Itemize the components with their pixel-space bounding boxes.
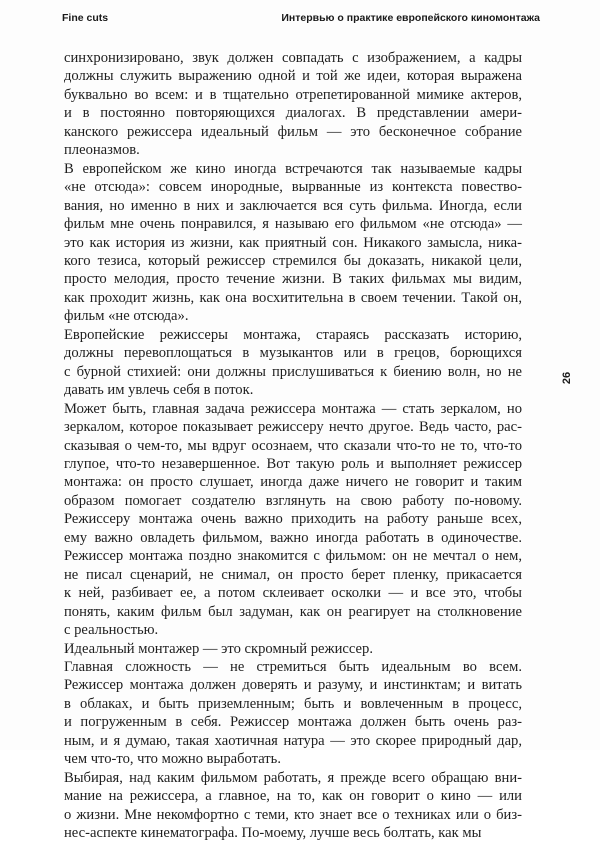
text-line: фильм «не отсюда». [64, 308, 189, 325]
text-line: к ней, разбивает ее, а потом склеивает осколки — и все это, чтобы [64, 585, 522, 602]
paragraph [64, 326, 522, 400]
text-line: образом помогает создателю взглянуть на свою работу по-новому. [64, 492, 522, 509]
text-line: вания, но именно в них и заключается вся суть фильма. Иногда, если [64, 197, 522, 214]
page-number: 26 [561, 371, 574, 385]
text-line: зеркалом, которое показывает режиссеру нечто другое. Ведь часто, рас- [64, 419, 522, 436]
text-line: давать им увлечь себя в поток. [64, 382, 254, 399]
text-line: кого тезиса, который режиссер стремился бы доказать, никакой цели, [64, 252, 522, 269]
paragraph [64, 640, 522, 658]
text-line: чем что-то, что можно выработать. [64, 751, 281, 768]
text-line: буквально во всем: и в тщательно отрепетированной мимике актеров, [64, 86, 522, 103]
text-line: плеоназмов. [64, 142, 140, 159]
paragraph [64, 49, 522, 160]
body-text [64, 49, 522, 842]
running-head-chapter-title: Интервью о практике европейского киномонтажа [281, 12, 540, 24]
text-line: должны служить выражению одной и той же идеи, которая выражена [64, 68, 522, 85]
text-line: и в постоянно повторяющихся диалогах. В представлении амери- [64, 105, 522, 122]
text-line: Режиссеру монтажа очень важно приходить на работу раньше всех, [64, 511, 522, 528]
text-line: ему важно овладеть фильмом, важно иногда работать в одиночестве. [64, 529, 522, 546]
text-line: и погруженным в себя. Режиссер монтажа должен быть очень раз- [64, 714, 522, 731]
paragraph [64, 400, 522, 640]
text-line: фильм мне очень понравился, я называю его фильмом «не отсюда» — [64, 216, 522, 233]
text-line: просто мелодия, просто течение жизни. В таких фильмах мы видим, [64, 271, 522, 288]
paragraph [64, 658, 522, 769]
paragraph [64, 769, 522, 842]
text-line: Главная сложность — не стремиться быть идеальным во всем. [64, 658, 522, 675]
text-line: Режиссер монтажа поздно знакомится с фильмом: он не мечтал о нем, [64, 548, 522, 565]
text-line: понять, каким фильм был задуман, как он реагирует на столкновение [64, 603, 522, 620]
running-head-book-title: Fine cuts [62, 12, 109, 24]
text-line: монтажа: он просто слушает, иногда даже ничего не говорит и таким [64, 474, 522, 491]
text-line: не писал сценарий, не снимал, он просто берет пленку, прикасается [64, 566, 522, 583]
text-line: мание на режиссера, а главное, на то, как он говорит о кино — или [64, 788, 522, 805]
text-line: должны перевоплощаться в музыкантов или в грецов, борющихся [64, 345, 522, 362]
paragraph [64, 160, 522, 326]
text-line: «не отсюда»: совсем инородные, вырванные из контекста повество- [64, 179, 522, 196]
text-line: это как история из жизни, как приятный сон. Никакого замысла, ника- [64, 234, 522, 251]
text-line: Может быть, главная задача режиссера монтажа — стать зеркалом, но [64, 400, 522, 417]
text-line: ным, и я думаю, такая хаотичная натура — это скорее природный дар, [64, 732, 522, 749]
text-line: Режиссер монтажа должен доверять и разуму, и инстинктам; и витать [64, 677, 522, 694]
text-line: с реальностью. [64, 622, 159, 639]
text-line: В европейском же кино иногда встречаются так называемые кадры [64, 160, 522, 177]
text-line: Европейские режиссеры монтажа, стараясь рассказать историю, [64, 326, 522, 343]
text-line: канского режиссера идеальный фильм — это бесконечное собрание [64, 123, 522, 140]
text-line: Идеальный монтажер — это скромный режиссер. [64, 640, 373, 657]
text-line: глупое, что-то незавершенное. Вот такую роль и выполняет режиссер [64, 455, 522, 472]
text-line: о жизни. Мне некомфортно с теми, кто знает все о техниках или о биз- [64, 806, 522, 823]
text-line: с бурной стихией: они должны прислушиваться к биению волн, но не [64, 363, 522, 380]
text-line: в облаках, и быть приземленным; быть и вовлеченным в процесс, [64, 695, 522, 712]
text-line: нес-аспекте кинематографа. По-моему, лучше весь болтать, как мы [64, 825, 482, 842]
text-line: сказывая о чем-то, мы вдруг осознаем, что сказали что-то не то, что-то [64, 437, 522, 454]
text-line: синхронизировано, звук должен совпадать с изображением, а кадры [64, 50, 522, 66]
text-line: Выбирая, над каким фильмом работать, я прежде всего обращаю вни- [64, 769, 522, 786]
text-line: как проходит жизнь, как она восхитительна в своем течении. Такой он, [64, 289, 522, 306]
